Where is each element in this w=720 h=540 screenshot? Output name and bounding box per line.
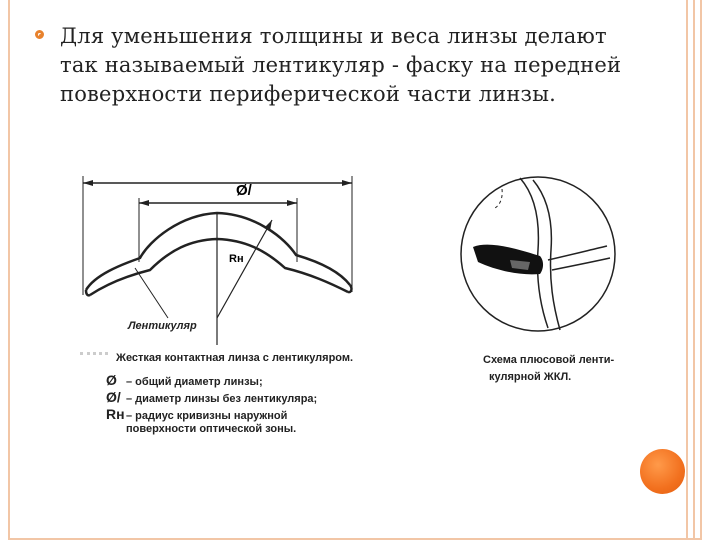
legend-item: Ø/ – диаметр линзы без лентикуляра;: [106, 389, 318, 405]
radius-line: [217, 220, 272, 318]
legend-item: Ø – общий диаметр линзы;: [106, 372, 263, 388]
main-text: Для уменьшения толщины и веса линзы делают так называемый лентикуляр - фаску на передней поверхности периферической части линзы.: [60, 24, 622, 106]
phi-prime-label: Ø/: [236, 182, 252, 199]
legend-item: поверхности оптической зоны.: [126, 423, 297, 435]
left-figure-caption: Жесткая контактная линза с лентикуляром.: [116, 352, 354, 364]
legend-item: Rн– радиус кривизны наружной: [106, 406, 288, 422]
right-figure-caption: Схема плюсовой ленти- кулярной ЖКЛ.: [483, 354, 615, 383]
figure-marker: [80, 352, 108, 365]
lenticular-label: Лентикуляр: [128, 320, 197, 332]
decorative-orange-circle: [640, 449, 685, 494]
lens-inner: [90, 239, 348, 295]
rn-label: Rн: [229, 253, 244, 265]
lenticular-band: [473, 245, 543, 275]
lenticular-pointer: [135, 268, 168, 318]
